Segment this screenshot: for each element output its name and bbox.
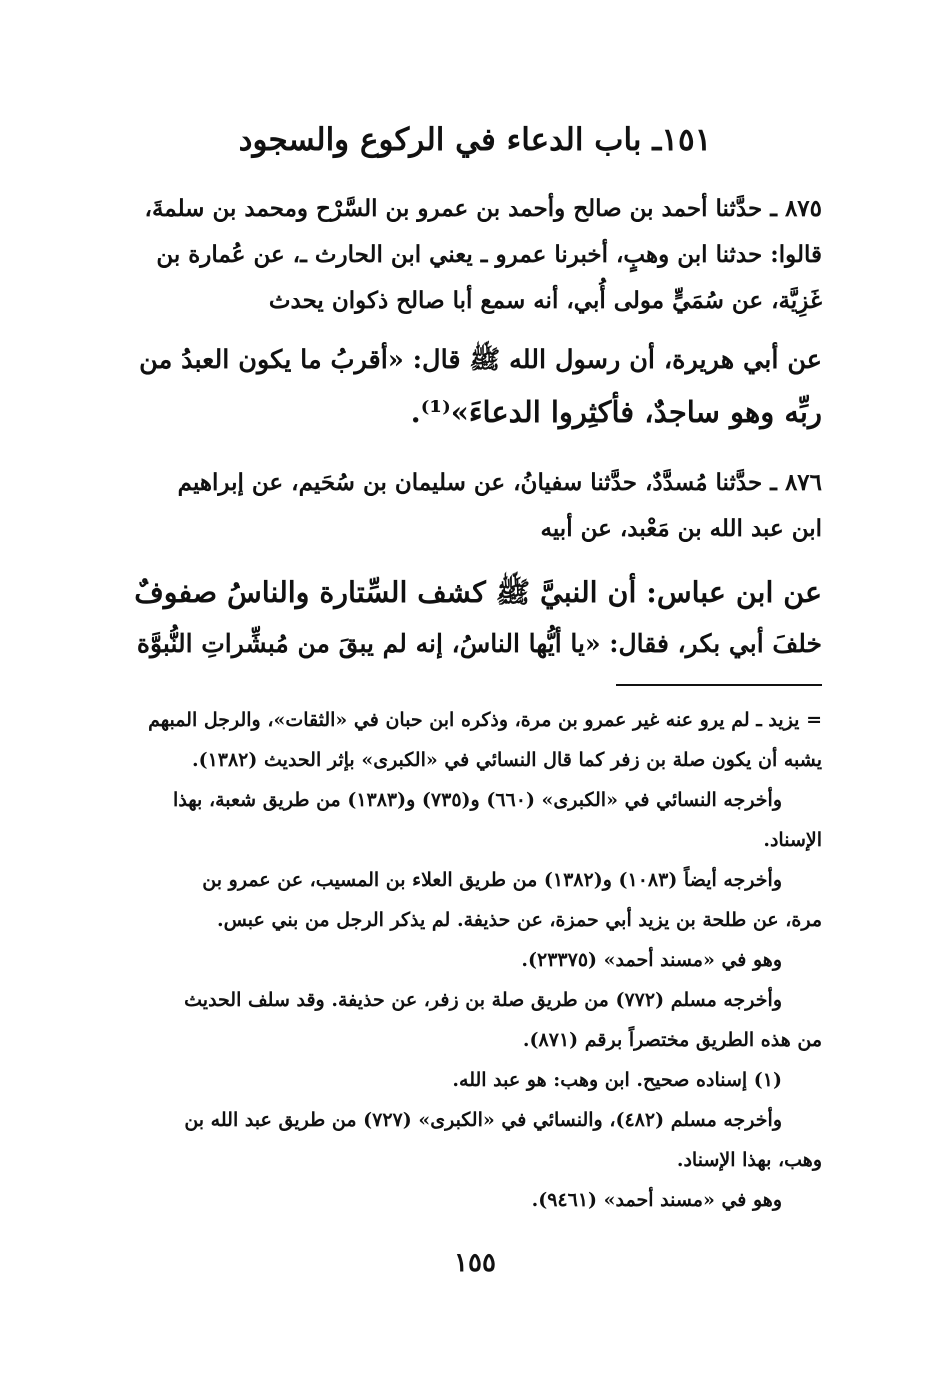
hadith-875-matn: [128, 334, 822, 438]
footnote-line: = يزيد ـ لم يرو عنه غير عمرو بن مرة، وذكره ابن حبان في «الثقات»، والرجل المبهم: [148, 709, 822, 731]
footnote-line: يشبه أن يكون صلة بن زفر كما قال النسائي في «الكبرى» بإثر الحديث (١٣٨٢).: [191, 749, 822, 771]
footnote-divider: [616, 684, 822, 686]
page-number: ١٥٥: [454, 1248, 496, 1278]
footnote-line: وأخرجه النسائي في «الكبرى» (٦٦٠) و(٧٣٥) و(١٣٨٣) من طريق شعبة، بهذا: [173, 789, 782, 811]
footnote-line: وهو في «مسند أحمد» (٩٤٦١).: [531, 1189, 782, 1211]
footnote-line: وأخرجه مسلم (٧٧٢) من طريق صلة بن زفر، عن حذيفة. وقد سلف الحديث: [184, 989, 782, 1011]
matn-line: عن أبي هريرة، أن رسول الله ﷺ قال: «أقربُ ما يكون العبدُ من: [139, 345, 822, 375]
hadith-876-isnad: [128, 460, 822, 552]
isnad-line: قالوا: حدثنا ابن وهبٍ، أخبرنا عمرو ـ يعني ابن الحارث ـ، عن عُمارة بن: [156, 241, 822, 268]
footnote-line: (١) إسناده صحيح. ابن وهب: هو عبد الله.: [452, 1069, 782, 1091]
chapter-title: ١٥١ـ باب الدعاء في الركوع والسجود: [238, 122, 712, 158]
footnote-line: وهو في «مسند أحمد» (٢٣٣٧٥).: [521, 949, 782, 971]
hadith-876-matn: [128, 566, 822, 670]
isnad-line: ابن عبد الله بن مَعْبد، عن أبيه: [540, 515, 822, 542]
matn-line: ربِّه وهو ساجدٌ، فأكثِروا الدعاءَ»⁽¹⁾.: [410, 395, 822, 429]
isnad-line: ٨٧٥ ـ حدَّثنا أحمد بن صالح وأحمد بن عمرو بن السَّرْح ومحمد بن سلمةَ،: [144, 195, 822, 222]
matn-line: خلفَ أبي بكر، فقال: «يا أيُّها الناسُ، إنه لم يبقَ من مُبشِّراتِ النُّبوَّة: [136, 629, 822, 658]
footnote-line: من هذه الطريق مختصراً برقم (٨٧١).: [522, 1029, 822, 1051]
hadith-875-isnad: [128, 186, 822, 324]
isnad-line: ٨٧٦ ـ حدَّثنا مُسدَّدٌ، حدَّثنا سفيانُ، عن سليمان بن سُحَيم، عن إبراهيم: [177, 469, 822, 496]
matn-line: عن ابن عباس: أن النبيَّ ﷺ كشف السِّتارة والناسُ صفوفٌ: [134, 575, 822, 609]
footnotes: [128, 700, 822, 1220]
footnote-line: مرة، عن طلحة بن يزيد أبي حمزة، عن حذيفة. لم يذكر الرجل من بني عبس.: [216, 909, 822, 931]
footnote-line: الإسناد.: [763, 829, 822, 851]
footnote-line: وأخرجه أيضاً (١٠٨٣) و(١٣٨٢) من طريق العلاء بن المسيب، عن عمرو بن: [202, 869, 782, 891]
footnote-line: وأخرجه مسلم (٤٨٢)، والنسائي في «الكبرى» (٧٢٧) من طريق عبد الله بن: [184, 1109, 782, 1131]
footnote-line: وهب، بهذا الإسناد.: [676, 1149, 822, 1171]
isnad-line: غَزِيَّة، عن سُمَيٍّ مولى أُبي، أنه سمع أبا صالح ذكوان يحدث: [268, 287, 822, 314]
